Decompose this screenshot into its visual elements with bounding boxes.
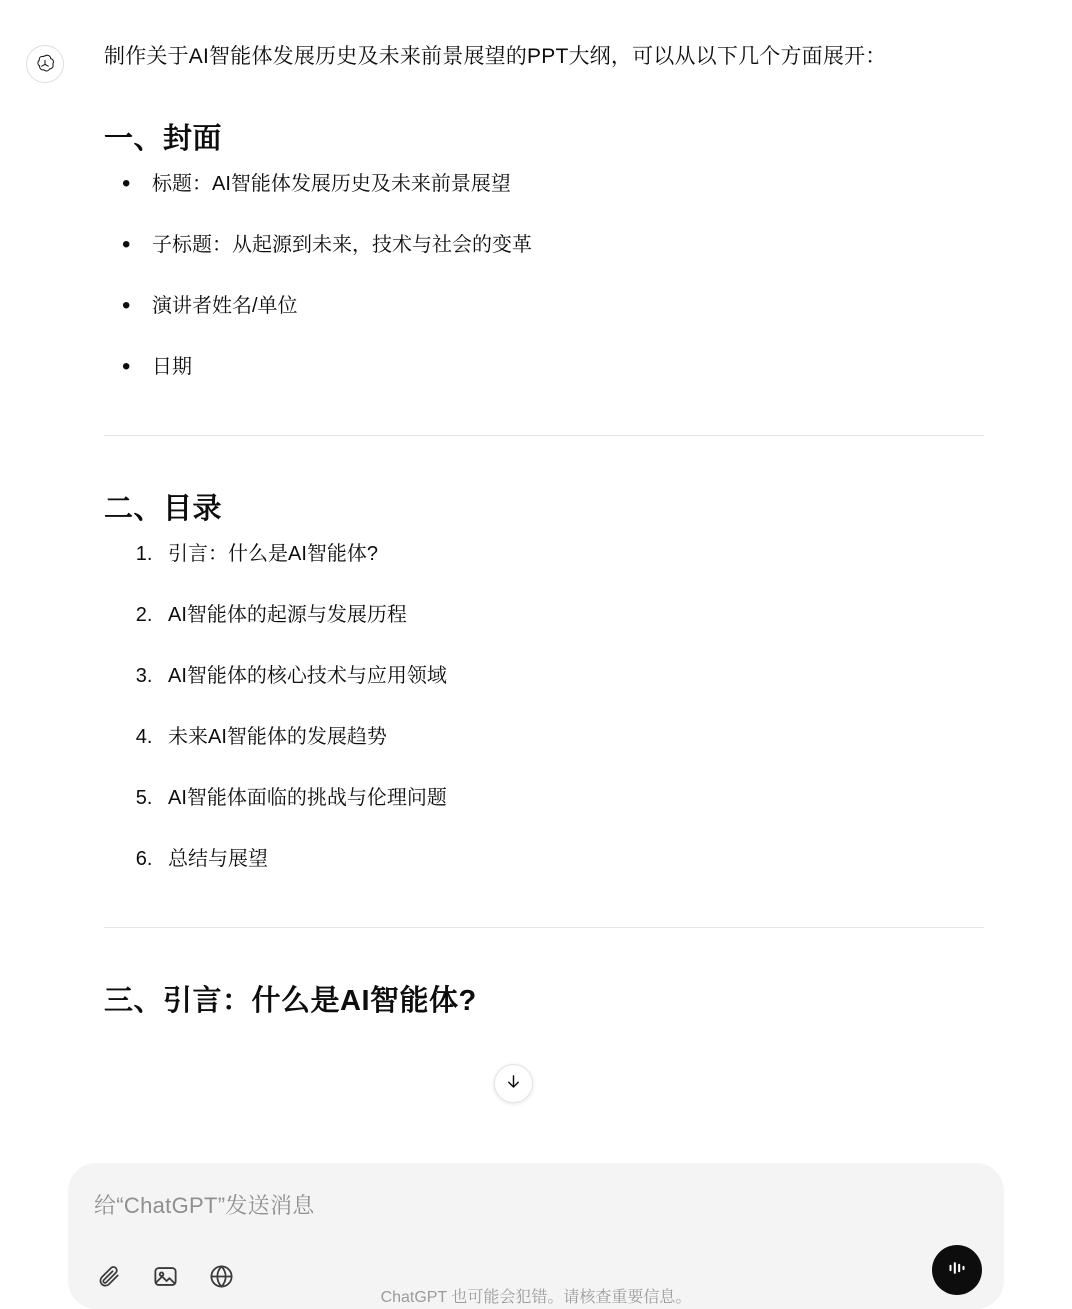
openai-logo-icon: [26, 45, 64, 83]
toc-ordered-list: [104, 539, 984, 875]
arrow-down-icon: [504, 1072, 523, 1096]
list-item: 2. AI智能体的起源与发展历程: [158, 600, 984, 631]
voice-waveform-icon: [944, 1255, 970, 1286]
list-item: • 日期: [148, 352, 984, 383]
scroll-to-bottom-button[interactable]: [494, 1064, 533, 1103]
assistant-intro-paragraph: 制作关于AI智能体发展历史及未来前景展望的PPT大纲，可以从以下几个方面展开：: [104, 45, 887, 68]
list-item: • 标题：AI智能体发展历史及未来前景展望: [148, 169, 984, 200]
message-input[interactable]: 给“ChatGPT”发送消息: [94, 1193, 315, 1218]
list-item: • 子标题：从起源到未来，技术与社会的变革: [148, 230, 984, 261]
disclaimer-text: ChatGPT 也可能会犯错。请核查重要信息。: [380, 1289, 692, 1306]
list-item: 1. 引言：什么是AI智能体?: [158, 539, 984, 570]
assistant-message-body: [104, 40, 984, 1021]
list-item: • 演讲者姓名/单位: [148, 291, 984, 322]
list-item: 3. AI智能体的核心技术与应用领域: [158, 661, 984, 692]
section-heading-toc: 二、目录: [104, 493, 223, 526]
list-item: 6. 总结与展望: [158, 844, 984, 875]
section-heading-cover: 一、封面: [104, 123, 223, 156]
section-heading-intro: 三、引言：什么是AI智能体?: [104, 985, 477, 1018]
list-item: 4. 未来AI智能体的发展趋势: [158, 722, 984, 753]
list-item: 5. AI智能体面临的挑战与伦理问题: [158, 783, 984, 814]
section-divider: [104, 927, 984, 928]
section-divider: [104, 435, 984, 436]
cover-bullet-list: [104, 169, 984, 383]
